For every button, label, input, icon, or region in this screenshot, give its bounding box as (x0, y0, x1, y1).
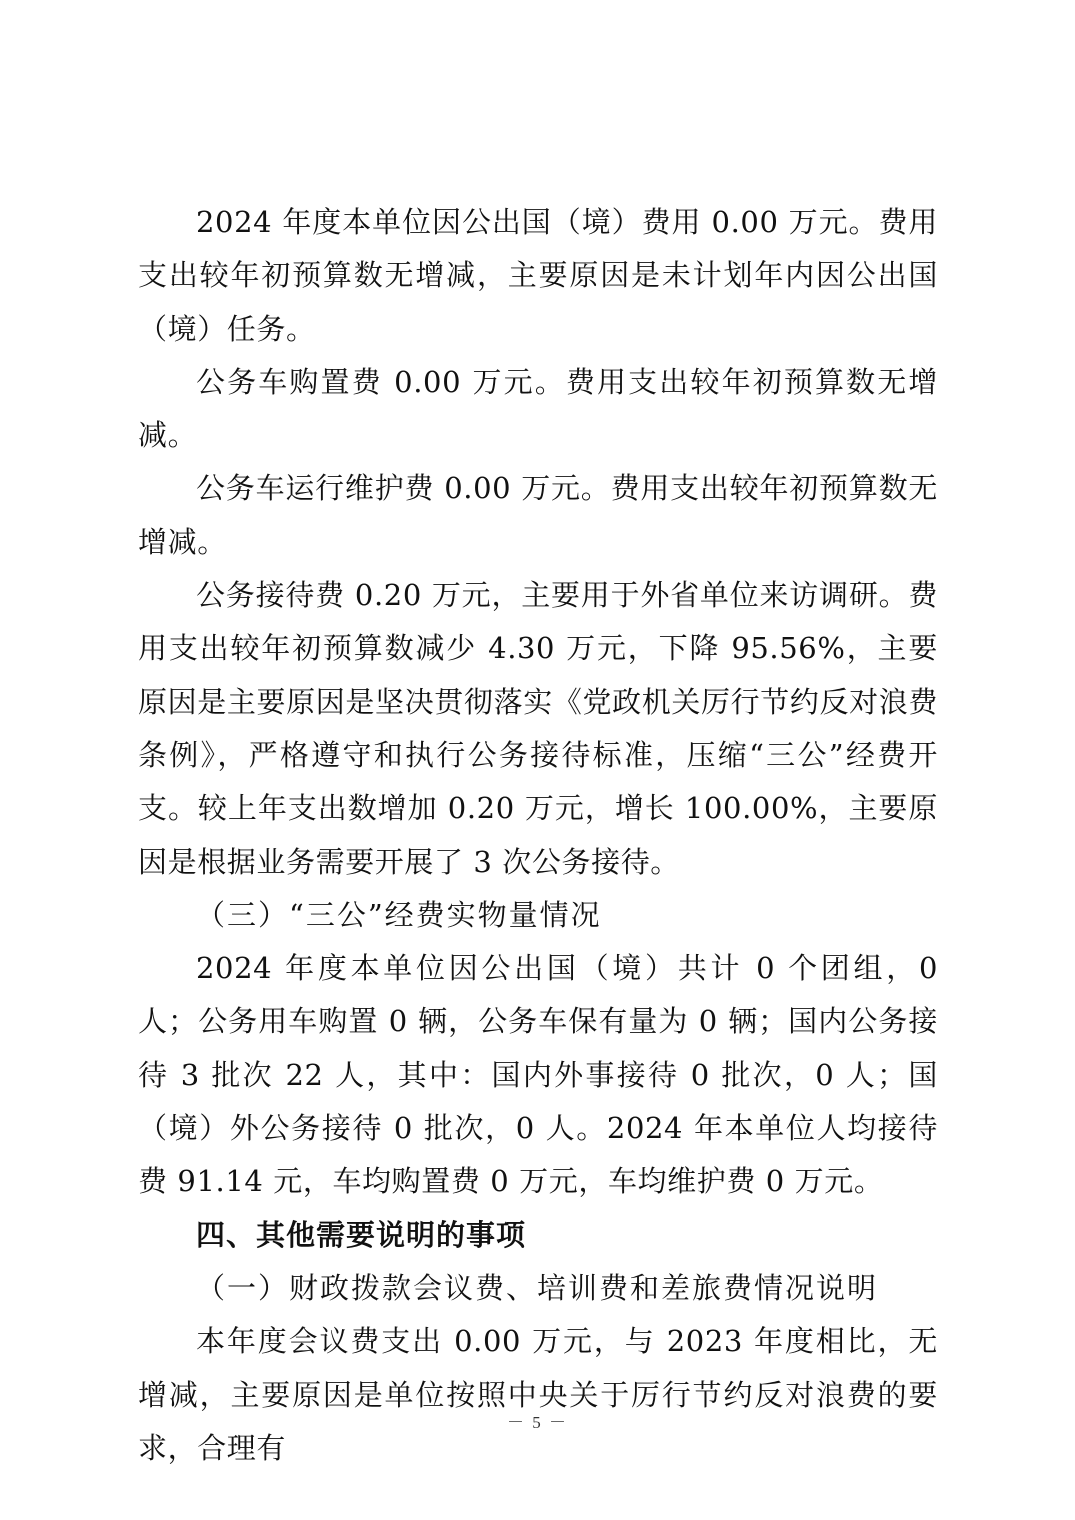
paragraph-physical-quantity: 2024 年度本单位因公出国（境）共计 0 个团组，0 人；公务用车购置 0 辆，公务车保有量为 0 辆；国内公务接待 3 批次 22 人，其中：国内外事接待 0 批次，0 人；国（境）外公务接待 0 批次，0 人。2024 年本单位人均接待费 91.14 元，车均购置费 0 万元，车均维护费 0 万元。 (138, 951, 938, 1199)
document-body (138, 196, 938, 1475)
page-number: － 5 － (507, 1413, 568, 1432)
paragraph-vehicle-purchase-expense: 公务车购置费 0.00 万元。费用支出较年初预算数无增减。 (138, 364, 938, 453)
section-heading-other-matters: 四、其他需要说明的事项 (196, 1217, 527, 1252)
section-heading-physical-quantity: （三）“三公”经费实物量情况 (196, 897, 602, 932)
paragraph-reception-expense: 公务接待费 0.20 万元，主要用于外省单位来访调研。费用支出较年初预算数减少 4.30 万元，下降 95.56%，主要原因是主要原因是坚决贯彻落实《党政机关厉行节约反对浪费条例》，严格遵守和执行公务接待标准，压缩“三公”经费开支。较上年支出数增加 0.20 万元，增长 100.00%，主要原因是根据业务需要开展了 3 次公务接待。 (138, 578, 938, 879)
paragraph-vehicle-maintenance-expense: 公务车运行维护费 0.00 万元。费用支出较年初预算数无增减。 (138, 471, 938, 559)
section-heading-meeting-training-travel: （一）财政拨款会议费、培训费和差旅费情况说明 (196, 1270, 879, 1305)
paragraph-outbound-travel-expense: 2024 年度本单位因公出国（境）费用 0.00 万元。费用支出较年初预算数无增减，主要原因是未计划年内因公出国（境）任务。 (138, 205, 938, 346)
paragraph-meeting-expense: 本年度会议费支出 0.00 万元，与 2023 年度相比，无增减，主要原因是单位按照中央关于厉行节约反对浪费的要求，合理有 (138, 1324, 938, 1465)
